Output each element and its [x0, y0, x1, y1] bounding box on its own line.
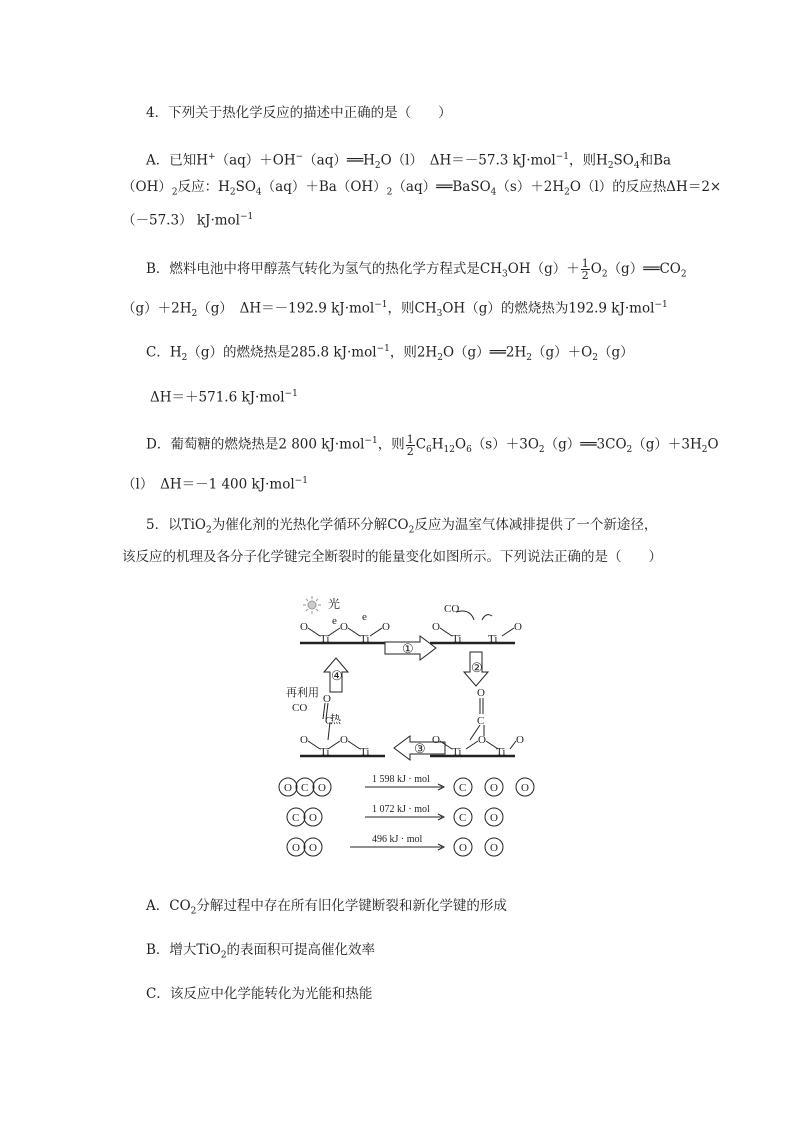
svg-text:C: C [459, 782, 467, 794]
svg-text:O: O [432, 621, 440, 633]
fraction-half-d: $\frac{1}{2}$ [406, 432, 414, 458]
q4-option-a-line1: A．已知$H^+(aq)+OH^-(aq)══H_2O(l)$ ΔH＝－57.3 kJ·mol$^{-1}$，则$H_2SO_4$和Ba [146, 152, 672, 172]
q5-stem-line1: 5．以TiO$_2$为催化剂的光热化学循环分解$CO_2$反应为温室气体减排提供了一个新途径， [146, 517, 658, 536]
mechanism-diagram [270, 590, 550, 860]
svg-text:Ti: Ti [320, 746, 330, 758]
svg-text:O: O [514, 621, 522, 633]
svg-text:O: O [300, 734, 308, 746]
energy-label-o2: 496 kJ · mol [372, 834, 423, 845]
svg-text:O: O [309, 842, 317, 854]
svg-text:C: C [325, 715, 333, 727]
q5-option-b: B．增大TiO$_2$的表面积可提高催化效率 [146, 942, 376, 961]
svg-text:O: O [490, 812, 498, 824]
label-co2: CO [444, 603, 460, 615]
label-heat: 热 [330, 714, 341, 726]
step-2-label: ② [471, 660, 483, 675]
svg-text:C: C [292, 812, 300, 824]
svg-text:O: O [309, 812, 317, 824]
svg-text:O: O [477, 687, 485, 699]
q4-option-c-line1: C．$H_2(g)$的燃烧热是285.8 kJ·mol$^{-1}$，则$2H_2O(g)══2H_2(g)+O_2(g)$ [146, 344, 634, 364]
q4-option-a-line2: $(OH)_2$反应：$H_2SO_4(aq)+Ba(OH)_2(aq)══BaSO_4(s)+2H_2O(l)$的反应热ΔH＝2× [122, 179, 722, 198]
q5-stem-line2: 该反应的机理及各分子化学键完全断裂时的能量变化如图所示。下列说法正确的是（ ） [122, 549, 662, 565]
svg-text:O: O [432, 734, 440, 746]
svg-text:Ti: Ti [496, 746, 506, 758]
svg-text:O: O [478, 734, 486, 746]
svg-text:Ti: Ti [360, 633, 370, 645]
svg-text:O: O [284, 782, 292, 794]
svg-text:Ti: Ti [320, 633, 330, 645]
svg-text:O: O [382, 621, 390, 633]
svg-text:O: O [340, 734, 348, 746]
q5-option-a: A．$CO_2$分解过程中存在所有旧化学键断裂和新化学键的形成 [146, 898, 507, 917]
q4-stem: 4．下列关于热化学反应的描述中正确的是（ ） [146, 105, 452, 121]
energy-label-co: 1 072 kJ · mol [372, 804, 430, 815]
svg-text:O: O [323, 693, 331, 705]
svg-text:O: O [490, 842, 498, 854]
step-4-label: ④ [331, 668, 343, 683]
q4-option-b-line1: B．燃料电池中将甲醇蒸气转化为氢气的热化学方程式是$CH_3OH(g)+$ $\frac{1}{2}$ $O_2(g)══CO_2$ [146, 257, 687, 282]
fraction-half: $\frac{1}{2}$ [581, 257, 589, 282]
svg-text:O: O [459, 842, 467, 854]
svg-text:O: O [516, 734, 524, 746]
svg-text:Ti: Ti [360, 746, 370, 758]
label-electron-2: e [362, 611, 367, 623]
label-co: CO [292, 702, 308, 714]
svg-text:O: O [300, 621, 308, 633]
svg-text:Ti: Ti [452, 633, 462, 645]
svg-text:O: O [318, 782, 326, 794]
svg-text:O: O [490, 782, 498, 794]
q5-option-c: C．该反应中化学能转化为光能和热能 [146, 986, 373, 1002]
q4-option-d-line2: （l） ΔH＝－1 400 kJ·mol$^{-1}$ [122, 476, 308, 493]
label-electron-1: e [332, 615, 337, 627]
svg-text:C: C [301, 782, 309, 794]
svg-text:O: O [292, 842, 300, 854]
svg-text:O: O [340, 621, 348, 633]
q4-option-b-line2: $(g)+2H_2(g)$ ΔH＝－192.9 kJ·mol$^{-1}$，则$CH_3OH(g)$的燃烧热为192.9 kJ·mol$^{-1}$ [122, 300, 668, 320]
svg-text:Ti: Ti [452, 746, 462, 758]
q4-option-c-line2: ΔH＝＋571.6 kJ·mol$^{-1}$ [150, 389, 298, 406]
svg-text:C: C [477, 715, 485, 727]
svg-text:O: O [521, 782, 529, 794]
q4-option-d-line1: D．葡萄糖的燃烧热是2 800 kJ·mol$^{-1}$，则 $\frac{1}{2}$ $C_6H_{12}O_6(s)+3O_2(g)══3CO_2(g)+3H_2O$ [146, 432, 719, 458]
svg-text:C: C [459, 812, 467, 824]
energy-label-co2: 1 598 kJ · mol [372, 774, 430, 785]
label-light: 光 [328, 597, 341, 611]
step-3-label: ③ [414, 741, 426, 756]
q4-option-a-line3: （－57.3） kJ·mol$^{-1}$ [122, 212, 254, 229]
sun-icon [303, 596, 321, 614]
svg-text:Ti: Ti [488, 633, 498, 645]
label-reuse: 再利用 [286, 687, 319, 699]
step-1-label: ① [402, 641, 414, 656]
